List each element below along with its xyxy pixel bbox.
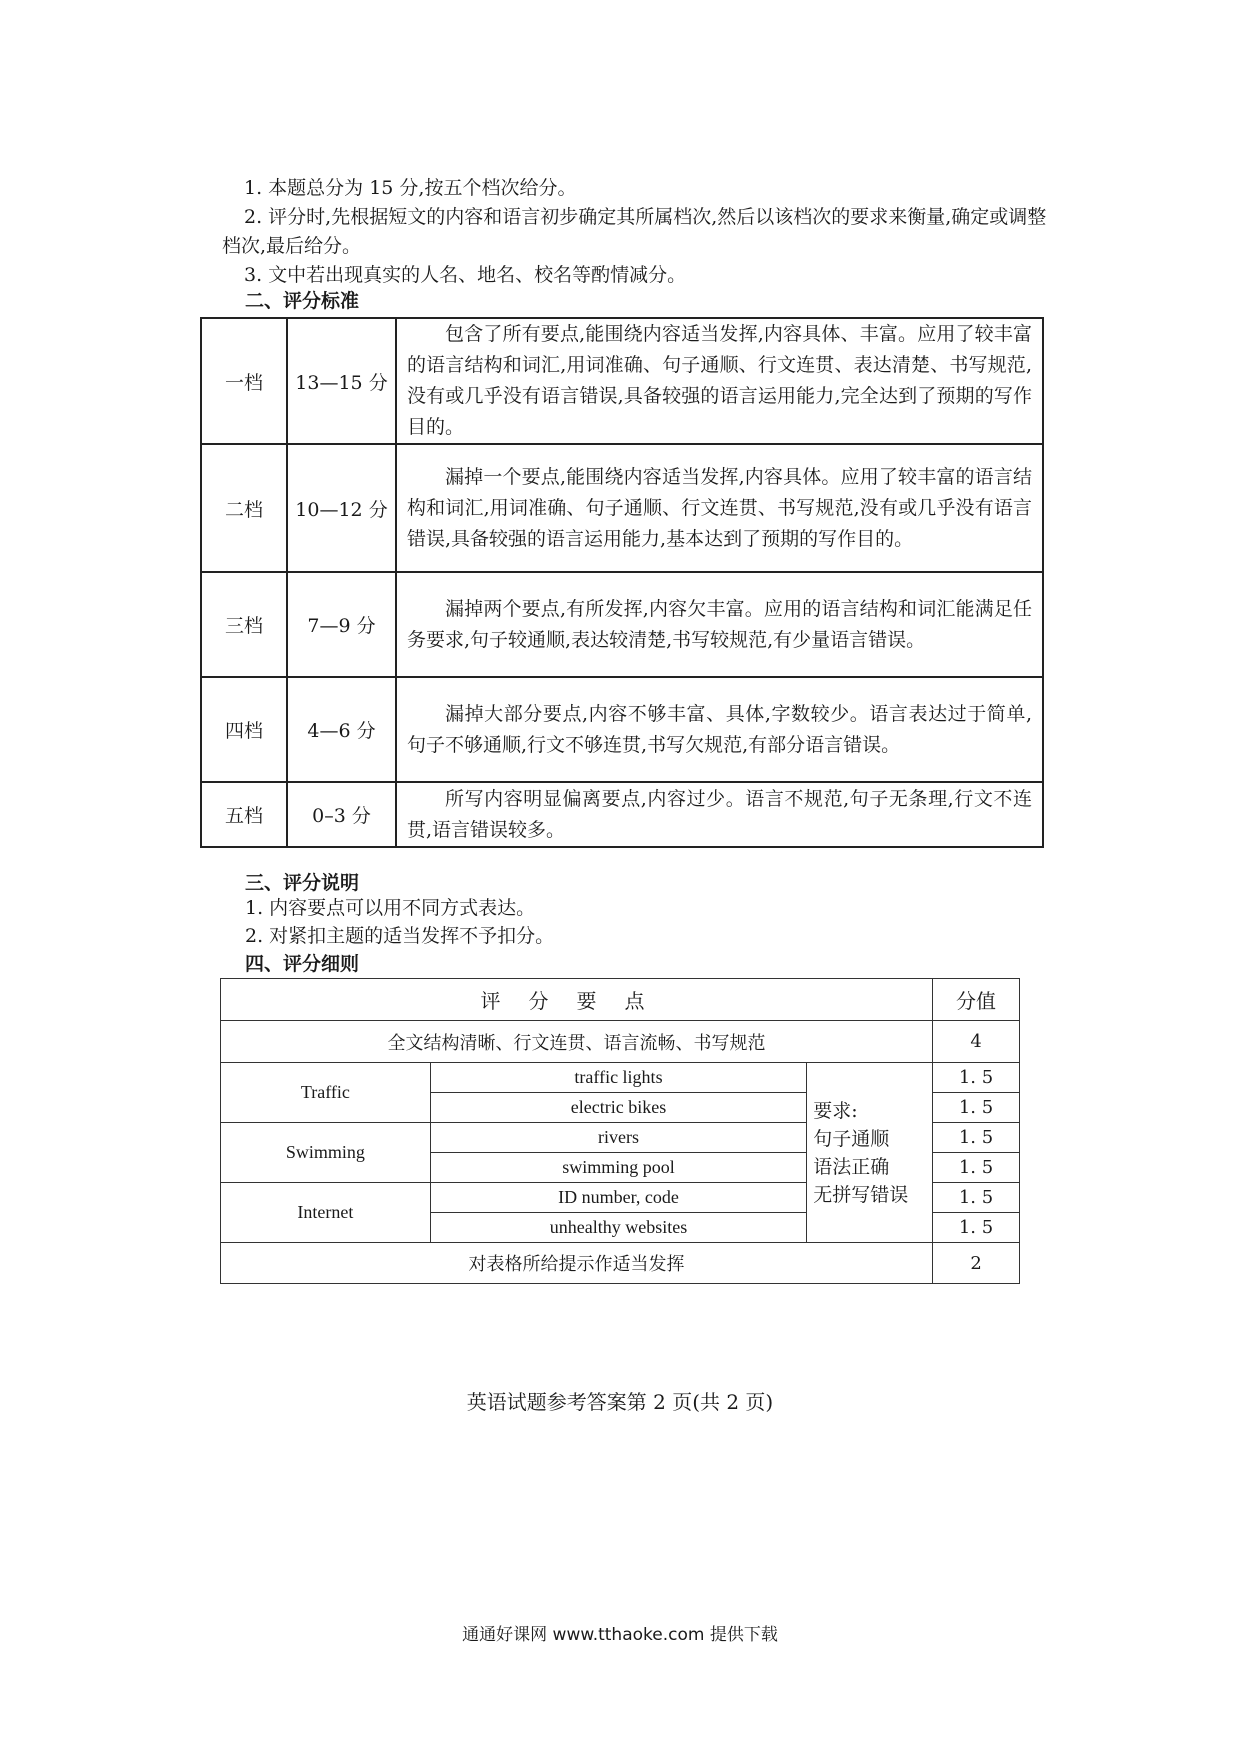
level-name: 四档 bbox=[201, 677, 287, 782]
overall-score: 4 bbox=[933, 1021, 1020, 1063]
point-cell: ID number, code bbox=[430, 1183, 806, 1213]
score-cell: 1. 5 bbox=[933, 1093, 1020, 1123]
score-cell: 1. 5 bbox=[933, 1063, 1020, 1093]
level-description: 漏掉两个要点,有所发挥,内容欠丰富。应用的语言结构和词汇能满足任务要求,句子较通顺,表达较清楚,书写较规范,有少量语言错误。 bbox=[396, 572, 1043, 677]
scoring-standard-table bbox=[200, 317, 1044, 848]
rule-1: 1. 本题总分为 15 分,按五个档次给分。 bbox=[244, 177, 577, 199]
level-description: 包含了所有要点,能围绕内容适当发挥,内容具体、丰富。应用了较丰富的语言结构和词汇,用词准确、句子通顺、行文连贯、表达清楚、书写规范,没有或几乎没有语言错误,具备较强的语言运用能力,完全达到了预期的写作目的。 bbox=[396, 318, 1043, 444]
scoring-details-table bbox=[220, 978, 1020, 1284]
point-cell: electric bikes bbox=[430, 1093, 806, 1123]
extra-score: 2 bbox=[933, 1243, 1020, 1284]
level-score: 4—6 分 bbox=[287, 677, 396, 782]
scoring-rules-intro bbox=[222, 174, 1052, 290]
note-1: 1. 内容要点可以用不同方式表达。 bbox=[245, 897, 536, 919]
topic-cell: Internet bbox=[221, 1183, 431, 1243]
table-row bbox=[221, 1243, 1020, 1284]
header-points-label: 评分要点 bbox=[480, 989, 673, 1013]
table-row bbox=[201, 782, 1043, 847]
requirement-line: 无拼写错误 bbox=[813, 1183, 909, 1206]
point-cell: swimming pool bbox=[430, 1153, 806, 1183]
rule-3: 3. 文中若出现真实的人名、地名、校名等酌情减分。 bbox=[244, 264, 687, 286]
requirement-line: 要求: bbox=[813, 1099, 858, 1122]
point-cell: rivers bbox=[430, 1123, 806, 1153]
note-2: 2. 对紧扣主题的适当发挥不予扣分。 bbox=[245, 925, 555, 947]
requirements-cell bbox=[807, 1063, 933, 1243]
download-watermark: 通通好课网 www.tthaoke.com 提供下载 bbox=[462, 1625, 778, 1645]
score-cell: 1. 5 bbox=[933, 1183, 1020, 1213]
requirement-line: 句子通顺 bbox=[813, 1127, 890, 1150]
requirement-line: 语法正确 bbox=[813, 1155, 890, 1178]
level-description: 漏掉大部分要点,内容不够丰富、具体,字数较少。语言表达过于简单,句子不够通顺,行文不够连贯,书写欠规范,有部分语言错误。 bbox=[396, 677, 1043, 782]
level-description: 所写内容明显偏离要点,内容过少。语言不规范,句子无条理,行文不连贯,语言错误较多。 bbox=[396, 782, 1043, 847]
section-scoring-notes-title: 三、评分说明 bbox=[245, 872, 360, 894]
page-footer: 英语试题参考答案第 2 页(共 2 页) bbox=[466, 1390, 774, 1414]
level-name: 二档 bbox=[201, 444, 287, 572]
overall-point: 全文结构清晰、行文连贯、语言流畅、书写规范 bbox=[221, 1021, 933, 1063]
table-row bbox=[201, 677, 1043, 782]
point-cell: unhealthy websites bbox=[430, 1213, 806, 1243]
section-scoring-standard-title: 二、评分标准 bbox=[245, 290, 360, 312]
score-cell: 1. 5 bbox=[933, 1153, 1020, 1183]
rule-2: 2. 评分时,先根据短文的内容和语言初步确定其所属档次,然后以该档次的要求来衡量,确定或调整档次,最后给分。 bbox=[222, 206, 1047, 257]
topic-cell: Traffic bbox=[221, 1063, 431, 1123]
level-name: 三档 bbox=[201, 572, 287, 677]
level-score: 0–3 分 bbox=[287, 782, 396, 847]
section-scoring-details-title: 四、评分细则 bbox=[245, 953, 360, 975]
level-description: 漏掉一个要点,能围绕内容适当发挥,内容具体。应用了较丰富的语言结构和词汇,用词准确、句子通顺、行文连贯、书写规范,没有或几乎没有语言错误,具备较强的语言运用能力,基本达到了预期的写作目的。 bbox=[396, 444, 1043, 572]
score-cell: 1. 5 bbox=[933, 1123, 1020, 1153]
topic-cell: Swimming bbox=[221, 1123, 431, 1183]
table-row bbox=[221, 1063, 1020, 1093]
level-name: 五档 bbox=[201, 782, 287, 847]
table-row bbox=[201, 318, 1043, 444]
level-score: 7—9 分 bbox=[287, 572, 396, 677]
header-score: 分值 bbox=[933, 979, 1020, 1021]
table-row bbox=[201, 444, 1043, 572]
table-header-row bbox=[221, 979, 1020, 1021]
scoring-notes bbox=[245, 894, 554, 950]
score-cell: 1. 5 bbox=[933, 1213, 1020, 1243]
level-score: 13—15 分 bbox=[287, 318, 396, 444]
extra-point: 对表格所给提示作适当发挥 bbox=[221, 1243, 933, 1284]
table-row bbox=[221, 1021, 1020, 1063]
level-score: 10—12 分 bbox=[287, 444, 396, 572]
point-cell: traffic lights bbox=[430, 1063, 806, 1093]
header-points bbox=[221, 979, 933, 1021]
table-row bbox=[201, 572, 1043, 677]
level-name: 一档 bbox=[201, 318, 287, 444]
